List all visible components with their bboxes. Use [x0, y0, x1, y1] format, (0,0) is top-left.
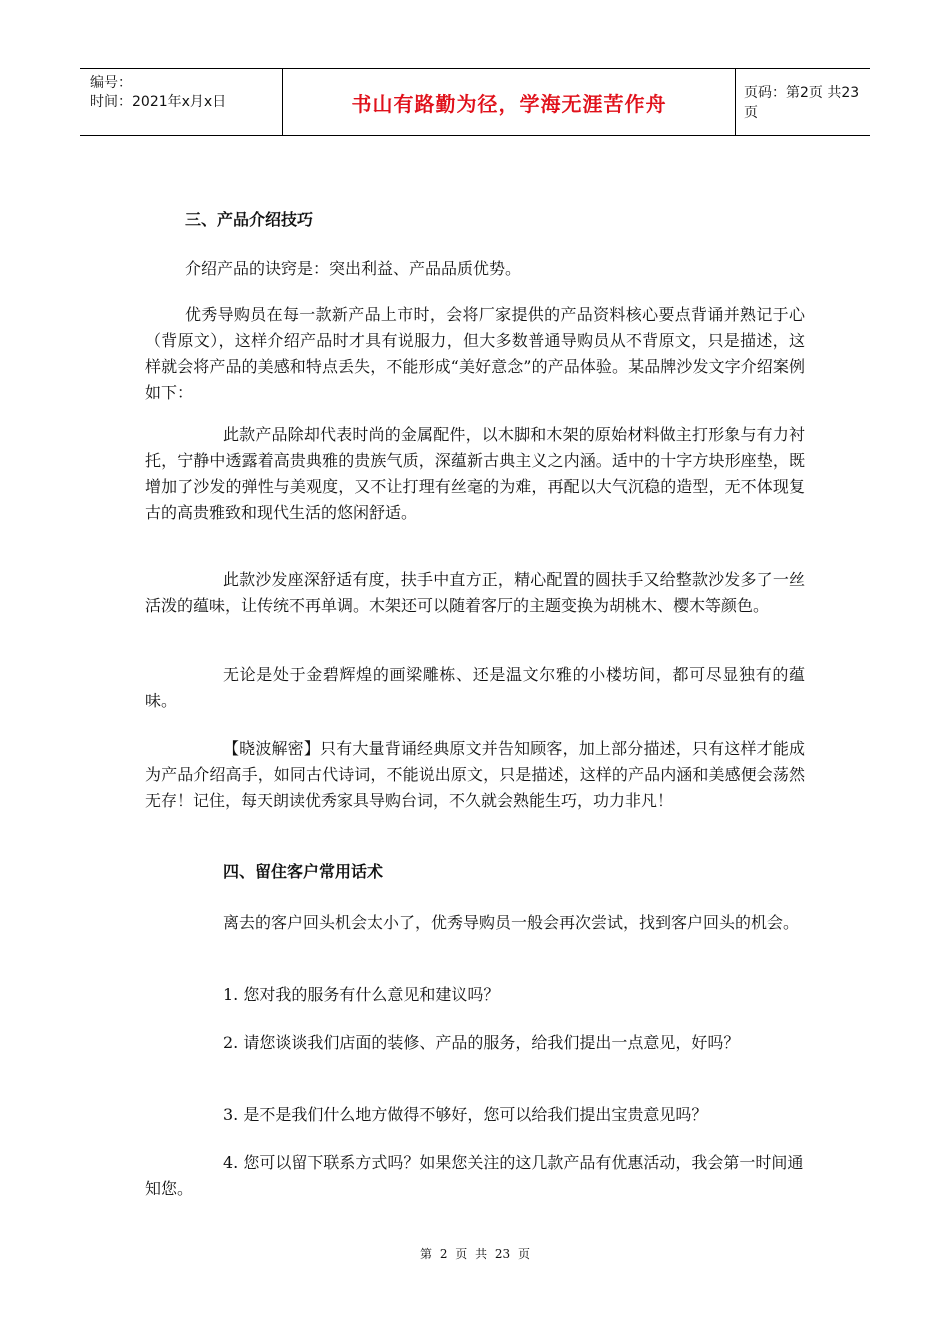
- page-footer: 第 2 页 共 23 页: [420, 1247, 530, 1261]
- retention-phrase-item: 4. 您可以留下联系方式吗？如果您关注的这几款产品有优惠活动，我会第一时间通知您。: [145, 1153, 804, 1198]
- retention-phrase-item: 1. 您对我的服务有什么意见和建议吗？: [223, 985, 500, 1004]
- header-page-info: 页码：第2页 共23页: [744, 85, 860, 121]
- section-4-title: 四、留住客户常用话术: [223, 862, 384, 881]
- section-4-intro: 离去的客户回头机会太小了，优秀导购员一般会再次尝试，找到客户回头的机会。: [223, 913, 800, 932]
- section-3-title: 三、产品介绍技巧: [185, 210, 314, 229]
- header-page-cell: [736, 69, 870, 135]
- header-motto: 书山有路勤为径，学海无涯苦作舟: [351, 91, 667, 116]
- retention-phrase-item: 2. 请您谈谈我们店面的装修、产品的服务，给我们提出一点意见，好吗？: [223, 1033, 740, 1052]
- expert-tip-paragraph: 【晓波解密】只有大量背诵经典原文并告知顾客，加上部分描述，只有这样才能成为产品介绍高手，如同古代诗词，不能说出原文，只是描述，这样的产品内涵和美感便会荡然无存！记住，每天朗读优秀家具导购台词，不久就会熟能生巧，功力非凡！: [145, 739, 805, 810]
- retention-phrase-item: 3. 是不是我们什么地方做得不够好，您可以给我们提出宝贵意见吗？: [223, 1105, 708, 1124]
- sofa-description-quote-1: 此款产品除却代表时尚的金属配件，以木脚和木架的原始材料做主打形象与有力衬托，宁静中透露着高贵典雅的贵族气质，深蕴新古典主义之内涵。适中的十字方块形座垫，既增加了沙发的弹性与美观度，又不让打理有丝毫的为难，再配以大气沉稳的造型，无不体现复古的高贵雅致和现代生活的悠闲舒适。: [145, 425, 805, 522]
- section-3-paragraph-1: 介绍产品的诀窍是：突出利益、产品品质优势。: [185, 259, 522, 278]
- header-meta: [80, 69, 282, 135]
- sofa-description-quote-3: 无论是处于金碧辉煌的画梁雕栋、还是温文尔雅的小楼坊间，都可尽显独有的蕴味。: [145, 665, 805, 710]
- document-time-label: 时间：2021年x月x日: [90, 94, 227, 110]
- header-motto-cell: [282, 69, 736, 135]
- document-number-label: 编号：: [90, 75, 132, 91]
- sofa-description-quote-2: 此款沙发座深舒适有度，扶手中直方正，精心配置的圆扶手又给整款沙发多了一丝活泼的蕴味，让传统不再单调。木架还可以随着客厅的主题变换为胡桃木、樱木等颜色。: [145, 570, 805, 615]
- page-header: [80, 68, 870, 136]
- section-3-paragraph-2: 优秀导购员在每一款新产品上市时，会将厂家提供的产品资料核心要点背诵并熟记于心（背原文），这样介绍产品时才具有说服力，但大多数普通导购员从不背原文，只是描述，这样就会将产品的美感和特点丢失，不能形成“美好意念”的产品体验。某品牌沙发文字介绍案例如下：: [145, 305, 805, 402]
